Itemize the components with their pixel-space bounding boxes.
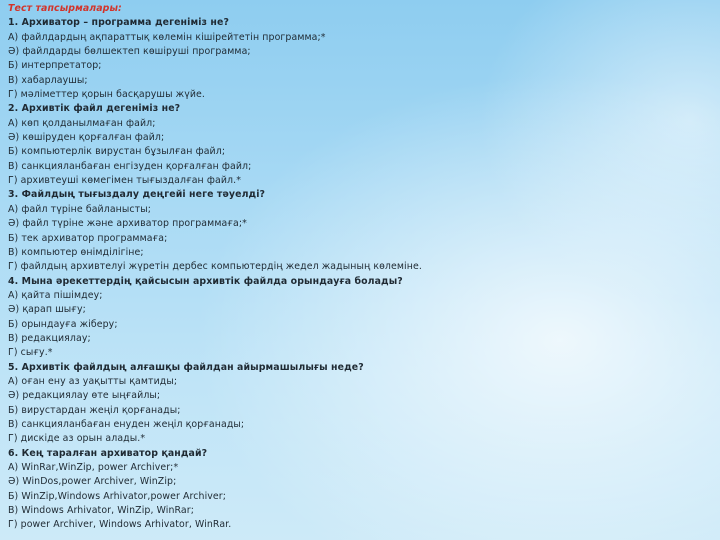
answer-option: Ә) қарап шығу; (8, 304, 86, 316)
answer-option: В) компьютер өнімділігіне; (8, 246, 144, 258)
answer-option: В) редакциялау; (8, 332, 91, 344)
answer-option: Б) вирустардан жеңіл қорғанады; (8, 404, 181, 416)
question-text: 4. Мына әрекеттердің қайсысын архивтік файлда орындауға болады? (8, 275, 403, 287)
answer-option: Б) интерпретатор; (8, 60, 102, 72)
answer-option: А) оған ену аз уақытты қамтиды; (8, 375, 178, 387)
question-text: 6. Кең таралған архиватор қандай? (8, 447, 208, 459)
answer-option: В) хабарлаушы; (8, 74, 88, 86)
answer-option: А) файл түріне байланысты; (8, 203, 151, 215)
question-block (8, 102, 708, 188)
answer-option: В) санкцияланбаған енгізуден қорғалған файл; (8, 160, 252, 172)
question-text: 1. Архиватор – программа дегеніміз не? (8, 17, 230, 29)
answer-option: Г) сығу.* (8, 347, 53, 359)
answer-option: Г) power Archiver, Windows Arhivator, WinRar. (8, 519, 232, 531)
answer-option: В) Windows Arhivator, WinZip, WinRar; (8, 505, 194, 517)
answer-option: Ә) файлдарды бөлшектеп көшіруші программа; (8, 46, 251, 58)
quiz-document (8, 2, 708, 533)
question-text: 3. Файлдың тығыздалу деңгейі неге тәуелді? (8, 189, 266, 201)
answer-option: Г) мәліметтер қорын басқарушы жүйе. (8, 89, 205, 101)
question-block (8, 275, 708, 361)
answer-option: Г) файлдың архивтелуі жүретін дербес компьютердің жедел жадының көлеміне. (8, 261, 422, 273)
document-title: Тест тапсырмалары: (8, 3, 122, 14)
question-block (8, 447, 708, 533)
answer-option: Б) компьютерлік вирустан бұзылған файл; (8, 146, 226, 158)
answer-option: А) файлдардың ақпараттық көлемін кішірейтетін программа;* (8, 31, 326, 43)
answer-option: А) көп қолданылмаған файл; (8, 117, 156, 129)
answer-option: Б) тек архиватор программаға; (8, 232, 168, 244)
question-text: 2. Архивтік файл дегеніміз не? (8, 103, 181, 115)
answer-option: Ә) WinDos,power Archiver, WinZip; (8, 476, 177, 488)
answer-option: Б) WinZip,Windows Arhivator,power Archiver; (8, 490, 227, 502)
question-block (8, 188, 708, 274)
answer-option: Ә) файл түріне және архиватор программаға;* (8, 218, 247, 230)
answer-option: Б) орындауға жіберу; (8, 318, 118, 330)
answer-option: Г) архивтеуші көмегімен тығыздалған файл.* (8, 175, 241, 187)
answer-option: А) WinRar,WinZip, power Archiver;* (8, 462, 179, 473)
answer-option: В) санкцияланбаған енуден жеңіл қорғанады; (8, 418, 245, 430)
answer-option: А) қайта пішімдеу; (8, 289, 103, 301)
question-text: 5. Архивтік файлдың алғашқы файлдан айырмашылығы неде? (8, 361, 364, 373)
question-block (8, 361, 708, 447)
answer-option: Ә) көшіруден қорғалған файл; (8, 132, 165, 144)
answer-option: Г) дискіде аз орын алады.* (8, 433, 146, 445)
question-block (8, 16, 708, 102)
answer-option: Ә) редакциялау өте ыңғайлы; (8, 390, 161, 402)
